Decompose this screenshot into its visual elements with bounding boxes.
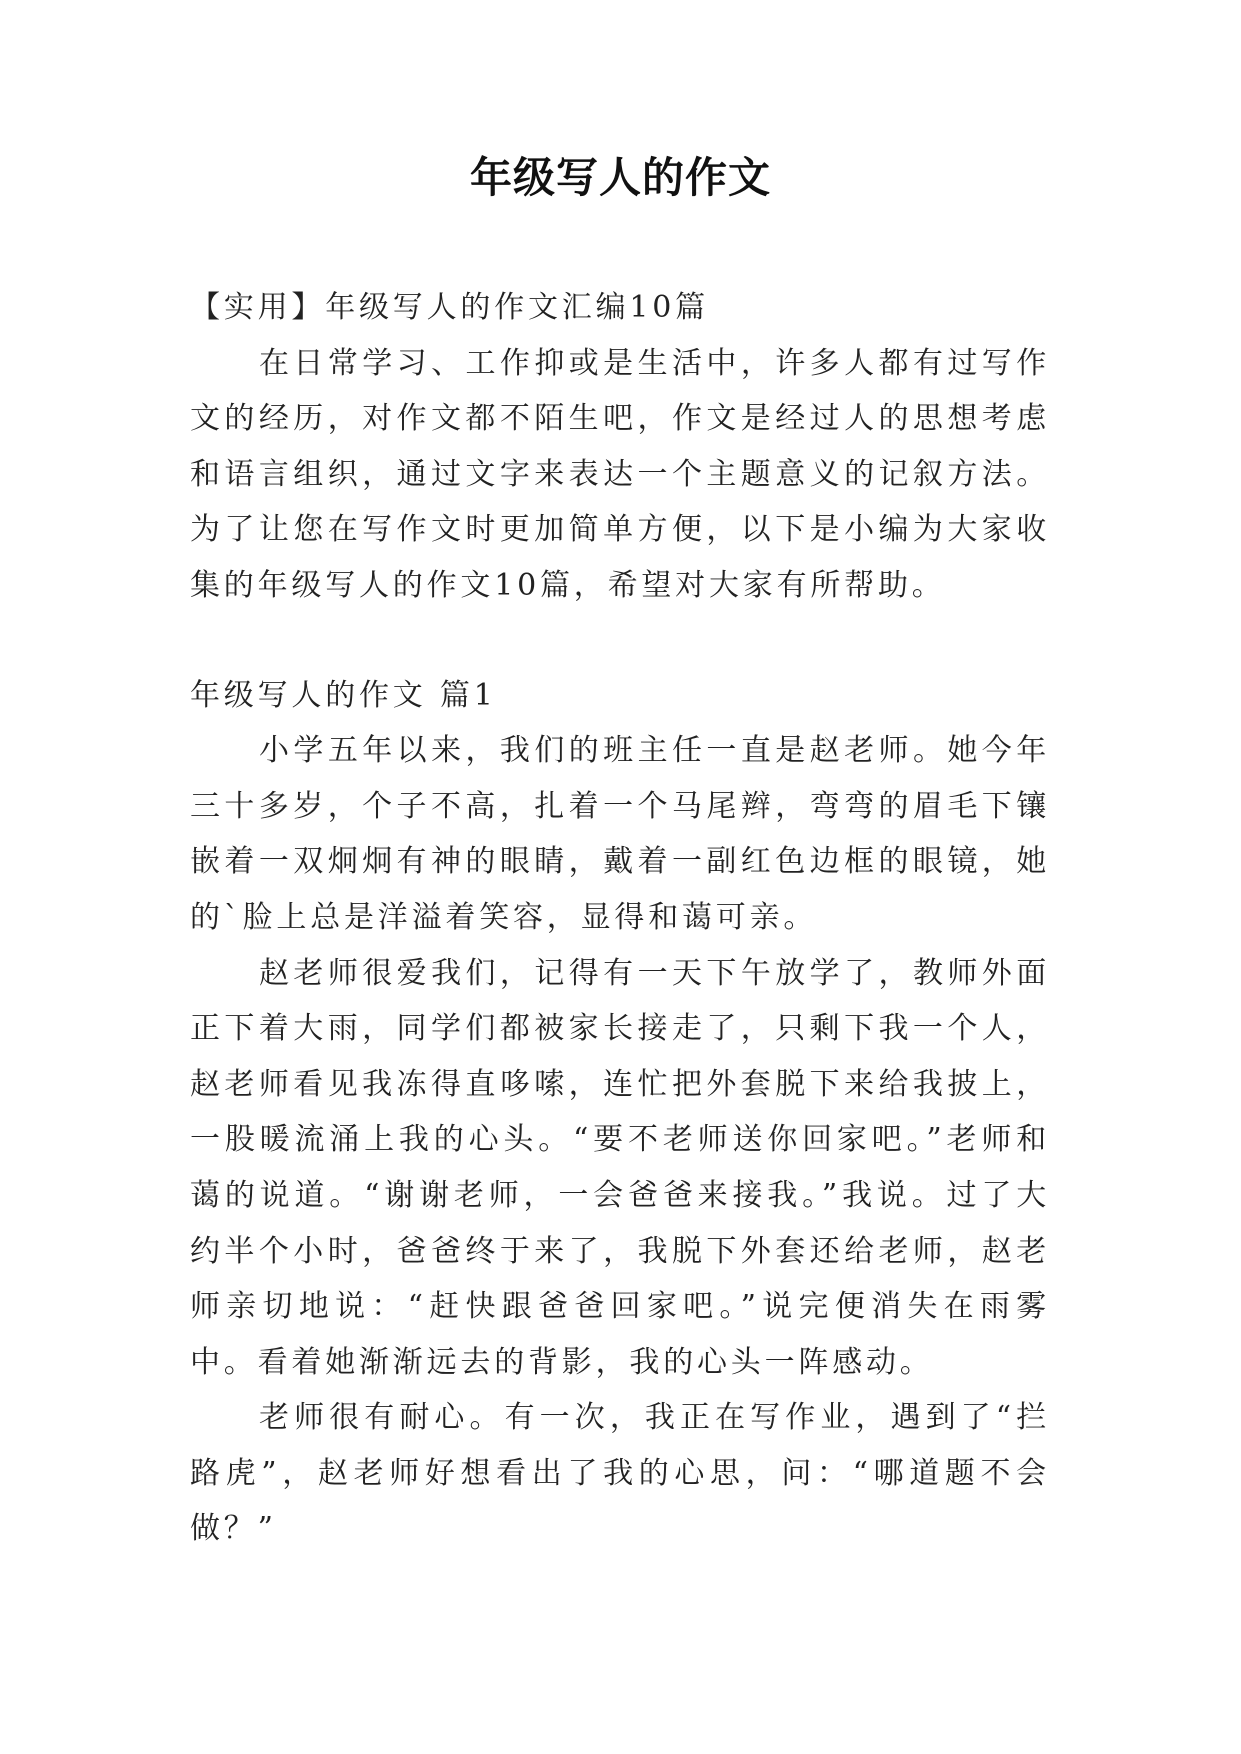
document-title: 年级写人的作文 bbox=[469, 153, 771, 202]
body-paragraph-3: 老师很有耐心。有一次，我正在写作业，遇到了“拦路虎”，赵老师好想看出了我的心思，问：“哪道题不会做？” bbox=[190, 1400, 1050, 1547]
section-heading: 年级写人的作文 篇1 bbox=[190, 677, 497, 713]
document-body bbox=[190, 280, 1050, 1557]
intro-paragraph: 在日常学习、工作抑或是生活中，许多人都有过写作文的经历，对作文都不陌生吧，作文是经过人的思想考虑和语言组织，通过文字来表达一个主题意义的记叙方法。为了让您在写作文时更加简单方便，以下是小编为大家收集的年级写人的作文10篇，希望对大家有所帮助。 bbox=[190, 345, 1050, 603]
body-paragraph-1: 小学五年以来，我们的班主任一直是赵老师。她今年三十多岁，个子不高，扎着一个马尾辫，弯弯的眉毛下镶嵌着一双炯炯有神的眼睛，戴着一副红色边框的眼镜，她的`脸上总是洋溢着笑容，显得和蔼可亲。 bbox=[190, 733, 1050, 935]
body-paragraph-2: 赵老师很爱我们，记得有一天下午放学了，教师外面正下着大雨，同学们都被家长接走了，只剩下我一个人，赵老师看见我冻得直哆嗦，连忙把外套脱下来给我披上，一股暖流涌上我的心头。“要不老师送你回家吧。”老师和蔼的说道。“谢谢老师，一会爸爸来接我。”我说。过了大约半个小时，爸爸终于来了，我脱下外套还给老师，赵老师亲切地说：“赶快跟爸爸回家吧。”说完便消失在雨雾中。看着她渐渐远去的背影，我的心头一阵感动。 bbox=[190, 955, 1050, 1380]
document-subtitle: 【实用】年级写人的作文汇编10篇 bbox=[190, 290, 709, 325]
